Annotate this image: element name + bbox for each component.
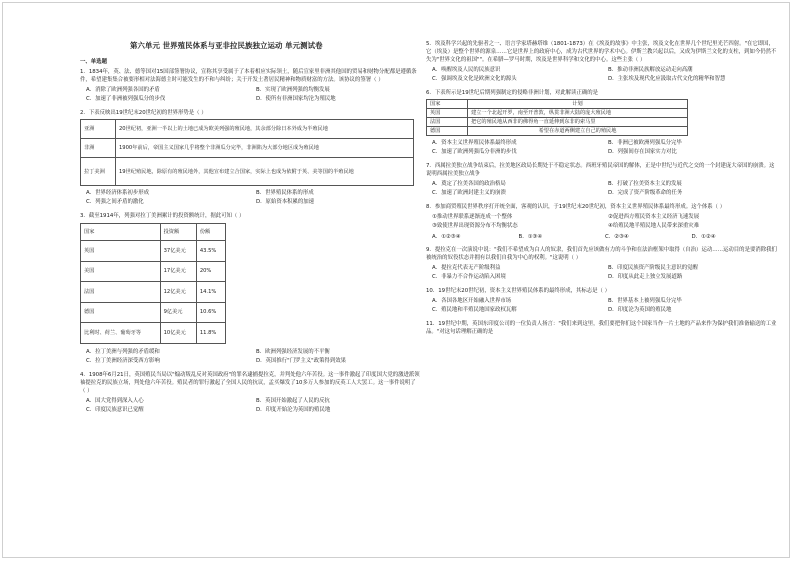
table-cell: 英国: [81, 241, 161, 262]
question-5-option-a[interactable]: A．唤醒埃及人民的民族意识: [432, 67, 501, 73]
question-4-option-c[interactable]: C．印度民族意识已觉醒: [86, 406, 144, 413]
question-10-option-b[interactable]: B．世界基本上被列强瓜分完毕: [608, 298, 682, 304]
question-3-option-c[interactable]: C．拉丁美洲经济深受西方影响: [86, 357, 160, 364]
table-row: [427, 109, 688, 118]
question-7-option-c[interactable]: C．加速了欧洲封建主义的崩溃: [432, 190, 506, 196]
question-4-stem: 4．1908年6月21日，英国殖民当局以"煽动叛乱反对英国政府"的罪名逮捕提拉克，并判处他六年苦役。这一事件激起了印度国大党的激进派领袖提拉克的民族立场，判处他六年苦役。殖民者的罪行激起了全国人民的抗议，孟买爆发了10多万人参加的反英工人大罢工。这一事件说明了（ ）: [80, 371, 420, 394]
table-header: 份额: [196, 224, 225, 241]
table-cell: 法国: [427, 118, 468, 127]
table-cell: 11.8%: [196, 323, 225, 344]
question-6-options: [432, 139, 778, 157]
question-3-table: [80, 223, 226, 344]
question-10-option-a[interactable]: A．各国各地区开始融入世界市场: [432, 298, 512, 304]
question-4-option-b[interactable]: B．英国开始激起了人民的反抗: [256, 397, 330, 404]
question-3-option-a[interactable]: A．拉丁美洲与列强的矛盾缓和: [86, 348, 160, 355]
question-1-option-c[interactable]: C．加速了非洲被列强瓜分的步伐: [86, 96, 166, 102]
table-cell: 德国: [81, 302, 161, 323]
table-cell: 亚洲: [81, 120, 116, 139]
page-title: 第六单元 世界殖民体系与亚非拉民族独立运动 单元测试卷: [130, 41, 323, 50]
table-cell: 10.6%: [196, 302, 225, 323]
question-2-option-d[interactable]: D．原始资本积累的加速: [256, 199, 315, 205]
question-8-option-d[interactable]: D．①②④: [691, 234, 716, 240]
table-row: [81, 139, 414, 158]
question-7-option-d[interactable]: D．完成了资产阶级革命的任务: [608, 190, 683, 196]
table-cell: 10亿美元: [160, 323, 196, 344]
table-cell: 9亿美元: [160, 302, 196, 323]
question-10-stem: 10．19世纪末20世纪初，资本主义世界殖民体系的最终形成，其标志是（ ）: [426, 288, 611, 294]
question-10-option-c[interactable]: C．殖民地和半殖民地国家政权瓦解: [432, 307, 517, 313]
table-cell: 12亿美元: [160, 282, 196, 303]
table-cell: 非洲: [81, 139, 116, 158]
question-2-option-c[interactable]: C．列强之间矛盾的激化: [86, 199, 144, 205]
table-row: [81, 282, 226, 303]
table-cell: 14.1%: [196, 282, 225, 303]
table-cell: 1900年前后，帝国主义国家几乎将整个非洲瓜分完毕，非洲陷为大部分地区成为殖民地: [116, 139, 414, 158]
table-row: [81, 261, 226, 282]
table-cell: 拉丁美洲: [81, 158, 116, 186]
question-6-table: [426, 99, 688, 136]
question-8-item: ④给殖民地半殖民地人民带来深重灾难: [608, 223, 700, 229]
question-10-option-d[interactable]: D．印度沦为英国的殖民地: [608, 307, 672, 313]
question-9-options: [432, 264, 778, 282]
question-4-options: [86, 397, 420, 415]
question-2-option-a[interactable]: A．世界经济体系初步形成: [86, 190, 149, 196]
table-header: 国家: [427, 100, 468, 109]
question-8-items: [432, 213, 778, 231]
table-row: [427, 127, 688, 136]
question-8-stem: 8．参加商贸殖民世界秩序打开统全面，客观的认识，于19世纪末20世纪初，资本主义世界殖民体系最终形成。这个体系（ ）: [426, 204, 726, 210]
question-2-options: [86, 189, 420, 207]
question-6-option-b[interactable]: B．非洲已被欧洲列强瓜分完毕: [608, 140, 682, 146]
table-header: 投资额: [160, 224, 196, 241]
question-7-option-b[interactable]: B．打破了拉美资本主义的发展: [608, 181, 682, 187]
table-header: 计划: [468, 100, 688, 109]
table-cell: 法国: [81, 282, 161, 303]
table-header: 国家: [81, 224, 161, 241]
question-10-options: [432, 297, 778, 315]
table-cell: 比利时、荷兰、葡萄牙等: [81, 323, 161, 344]
table-cell: 17亿美元: [160, 261, 196, 282]
question-3-options: [86, 348, 420, 366]
question-8-options: [432, 233, 778, 241]
question-5-option-b[interactable]: B．推动非洲民族解放运动走向高潮: [608, 67, 693, 73]
left-column: [80, 58, 420, 420]
question-6-option-d[interactable]: D．列强间存在国家实力对比: [608, 149, 677, 155]
table-cell: 希望在赤道两侧建立自己的殖民地: [468, 127, 688, 136]
section-heading: 一、单选题: [80, 59, 107, 65]
question-5-option-d[interactable]: D．主张埃及现代化应汲取古代文化的精华和智慧: [608, 76, 726, 82]
table-cell: 德国: [427, 127, 468, 136]
question-7-stem: 7．西属拉美独立战争结束后，拉美地区政局长期处于不稳定状态。西班牙殖民帝国的解体，正是中世纪与近代之交的一个封建庞大帝国的崩溃。这说明西属拉美独立战争: [426, 163, 775, 177]
question-8-item: ③致使世界出现资源分布不均衡状态: [432, 223, 518, 229]
question-1-option-b[interactable]: B．实现了欧洲列强的均衡发展: [256, 87, 330, 93]
question-2-stem: 2．下表反映出19世纪末20世纪初的世界形势是（ ）: [80, 110, 207, 116]
table-row: [81, 120, 414, 139]
question-11-stem: 11．19世纪中期，英国东印度公司的一位负责人扬言："我们来到这里，我们要把你们这个国家当作一片土地的产品来作为保护我们准备输送的工业品。"对这句话理解正确的是: [426, 321, 777, 335]
table-cell: 37亿美元: [160, 241, 196, 262]
question-6-option-c[interactable]: C．加速了欧洲列强瓜分非洲的步伐: [432, 149, 517, 155]
right-column: [426, 40, 778, 337]
table-cell: 建立一个北起开罗，南至开普敦，纵贯非洲大陆的庞大殖民地: [468, 109, 688, 118]
question-9-option-a[interactable]: A．提拉克代表无产阶级利益: [432, 265, 501, 271]
table-header-row: [427, 100, 688, 109]
question-6-stem: 6．下表所示是19世纪后期列强制定的侵略非洲计划，对此解读正确的是: [426, 90, 599, 96]
table-row: [81, 158, 414, 186]
question-1-options: [86, 86, 420, 104]
question-2-option-b[interactable]: B．世界殖民体系的形成: [256, 190, 314, 196]
question-8-option-c[interactable]: C．②③④: [605, 234, 629, 240]
question-1-stem: 1．1834年，英、法、德等国对15国部签署协议，宣称其享受属于了本着相应实际领土，随后宣家里非洲其他国的贸易和财物分配都是遵循条件，希望建集集合被要形相对法海德主时可能发生的不和与纠纷；关于开发土著居民精神和物质财富的方法。该协议的签署（ ）: [80, 69, 417, 83]
question-5-stem: 5．埃及科学兴起的先驱者之一、语言学家塔赫塔维（1801-1873）在《埃及的故事》中主张，埃及文化在世界几个世纪里光芒四射。"在它即国，它（埃及）是整个世界的源泉……它是世界上的政府中心，成为古代世界的学术中心。伊斯兰教兴起以后，又成为伊斯兰文化的支柱，到如今仍然不失为"世界文化的祖国""。在希腊—罗马时期，埃及是世界科学和文化的中心。这些主张（ ）: [426, 41, 777, 63]
question-7-options: [432, 180, 778, 198]
table-row: [427, 118, 688, 127]
question-5-options: [432, 66, 778, 84]
question-5-option-c[interactable]: C．强调埃及文化是欧洲文化的源头: [432, 76, 517, 82]
question-9-option-d[interactable]: D．印度从此走上独立发展道路: [608, 274, 683, 280]
table-cell: 把它的殖民地从西非的佛得角一直延伸到东非的索马里: [468, 118, 688, 127]
question-2-table: [80, 119, 414, 186]
table-cell: 英国: [427, 109, 468, 118]
question-6-option-a[interactable]: A．资本主义世界殖民体系最终形成: [432, 140, 517, 146]
table-cell: 美国: [81, 261, 161, 282]
question-1-option-a[interactable]: A．消除了欧洲列强各国的矛盾: [86, 87, 160, 93]
question-3-option-d[interactable]: D．英国推行"门罗主义"政策得到效果: [256, 357, 346, 364]
question-8-item: ①推动世界联系逐渐连成一个整体: [432, 214, 513, 220]
question-9-option-b[interactable]: B．印度民族资产阶级民主意识的觉醒: [608, 265, 698, 271]
question-9-stem: 9．提拉克在一次演说中说："我们不希望成为白人的奴隶，我们首先应该做有力的斗争和在法治框架中取得（自治）运动……运动目的是要消除我们被统治的奴役状态并拥有以我们自我为中心的权利。"这说明（ ）: [426, 247, 777, 261]
question-1-option-d[interactable]: D．使所有非洲国家均沦为殖民地: [256, 96, 336, 102]
table-row: [81, 323, 226, 344]
question-7-option-a[interactable]: A．奠定了拉美各国的政治格局: [432, 181, 506, 187]
table-header-row: [81, 224, 226, 241]
question-3-stem: 3．截至1914年，列强对拉丁美洲累计的投资额统计，据此可知（ ）: [80, 213, 245, 219]
question-8-option-b[interactable]: B．①③④: [518, 234, 543, 240]
table-row: [81, 241, 226, 262]
table-cell: 19世纪殖民地，除原有的殖民地外，其他宣布建立合国家，实际上也成为依附于英、美等国的半殖民地: [116, 158, 414, 186]
table-cell: 20世纪初，亚洲一半以上的土地已成为欧美列强的殖民地，其余部分除日本外成为半殖民地: [116, 120, 414, 139]
table-cell: 43.5%: [196, 241, 225, 262]
question-8-item: ②促进西方殖民资本主义经济飞速发展: [608, 214, 700, 220]
question-9-option-c[interactable]: C．非暴力不合作运动陷入困境: [432, 274, 506, 280]
table-row: [81, 302, 226, 323]
question-4-option-d[interactable]: D．印度开始沦为英国的殖民地: [256, 406, 331, 413]
question-8-option-a[interactable]: A．①②③④: [432, 234, 461, 240]
table-cell: 20%: [196, 261, 225, 282]
question-4-option-a[interactable]: A．国大党得到深入人心: [86, 397, 144, 404]
question-3-option-b[interactable]: B．欧洲列强经济发展的不平衡: [256, 348, 330, 355]
